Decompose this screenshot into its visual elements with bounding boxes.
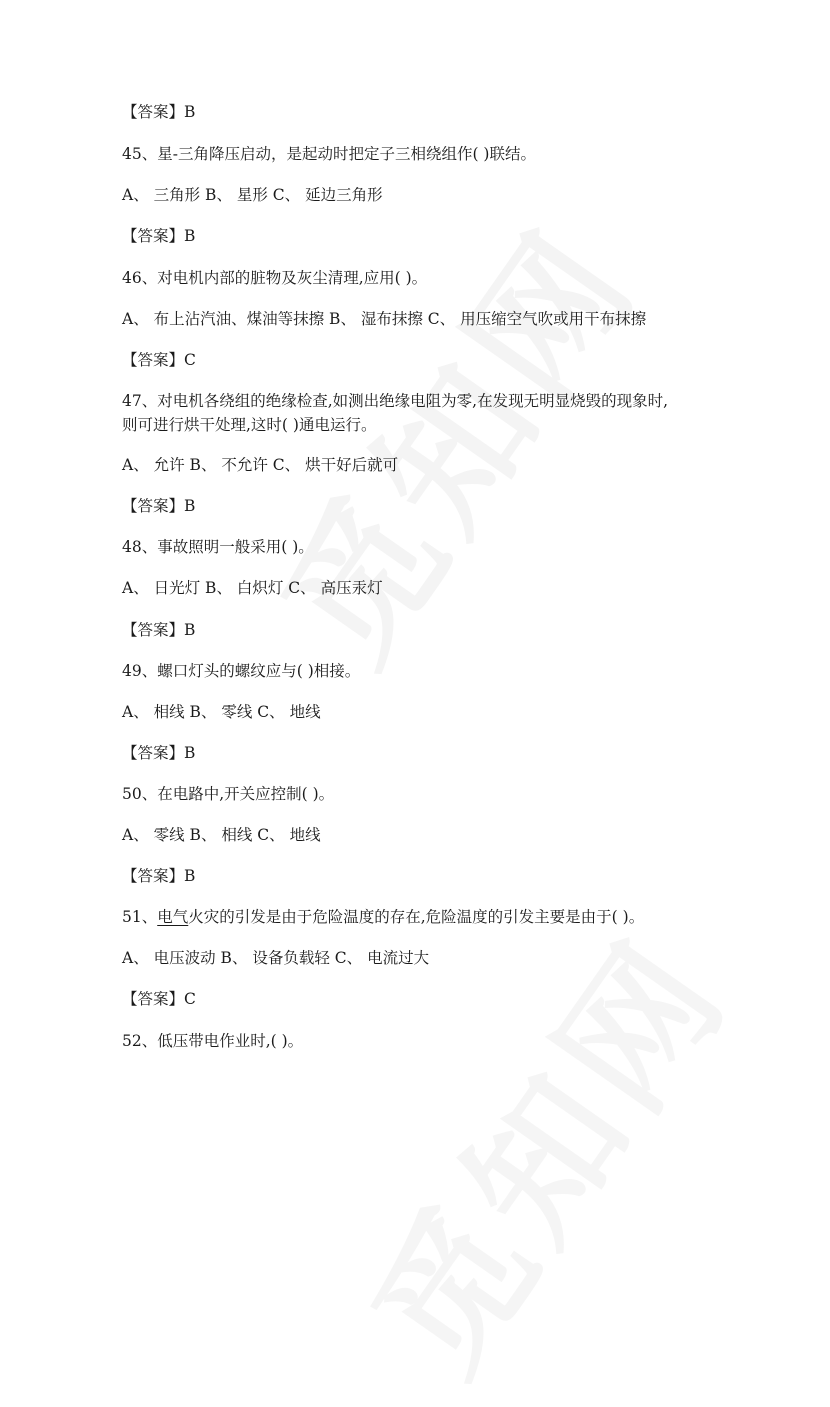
options-45: A、 三角形 B、 星形 C、 延边三角形 [122, 186, 383, 204]
question-50: 50、在电路中,开关应控制( )。 [122, 785, 335, 803]
options-50: A、 零线 B、 相线 C、 地线 [122, 826, 321, 844]
options-49: A、 相线 B、 零线 C、 地线 [122, 703, 321, 721]
answer-51: 【答案】C [122, 990, 196, 1008]
question-46: 46、对电机内部的脏物及灰尘清理,应用( )。 [122, 269, 428, 287]
answer-46: 【答案】C [122, 351, 196, 369]
question-48: 48、事故照明一般采用( )。 [122, 538, 314, 556]
question-47-line2: 则可进行烘干处理,这时( )通电运行。 [122, 416, 377, 434]
question-45: 45、星-三角降压启动，是起动时把定子三相绕组作( )联结。 [122, 145, 536, 163]
question-47-line1: 47、对电机各绕组的绝缘检查,如测出绝缘电阻为零,在发现无明显烧毁的现象时, [122, 392, 669, 410]
question-52: 52、低压带电作业时,( )。 [122, 1032, 304, 1050]
keyword-link[interactable]: 电气 [157, 908, 189, 926]
options-48: A、 日光灯 B、 白炽灯 C、 高压汞灯 [122, 579, 383, 597]
question-text: 火灾的引发是由于危险温度的存在,危险温度的引发主要是由于( )。 [188, 908, 645, 926]
watermark [224, 179, 676, 696]
options-51: A、 电压波动 B、 设备负载轻 C、 电流过大 [122, 949, 430, 967]
answer-45: 【答案】B [122, 227, 196, 245]
answer-47: 【答案】B [122, 497, 196, 515]
answer-48: 【答案】B [122, 621, 196, 639]
options-47: A、 允许 B、 不允许 C、 烘干好后就可 [122, 456, 399, 474]
answer-44: 【答案】B [122, 103, 196, 121]
answer-50: 【答案】B [122, 867, 196, 885]
question-51 [122, 905, 644, 929]
question-number: 51、 [122, 908, 158, 926]
options-46: A、 布上沾汽油、煤油等抹擦 B、 湿布抹擦 C、 用压缩空气吹或用干布抹擦 [122, 310, 647, 328]
question-49: 49、螺口灯头的螺纹应与( )相接。 [122, 662, 361, 680]
answer-49: 【答案】B [122, 744, 196, 762]
